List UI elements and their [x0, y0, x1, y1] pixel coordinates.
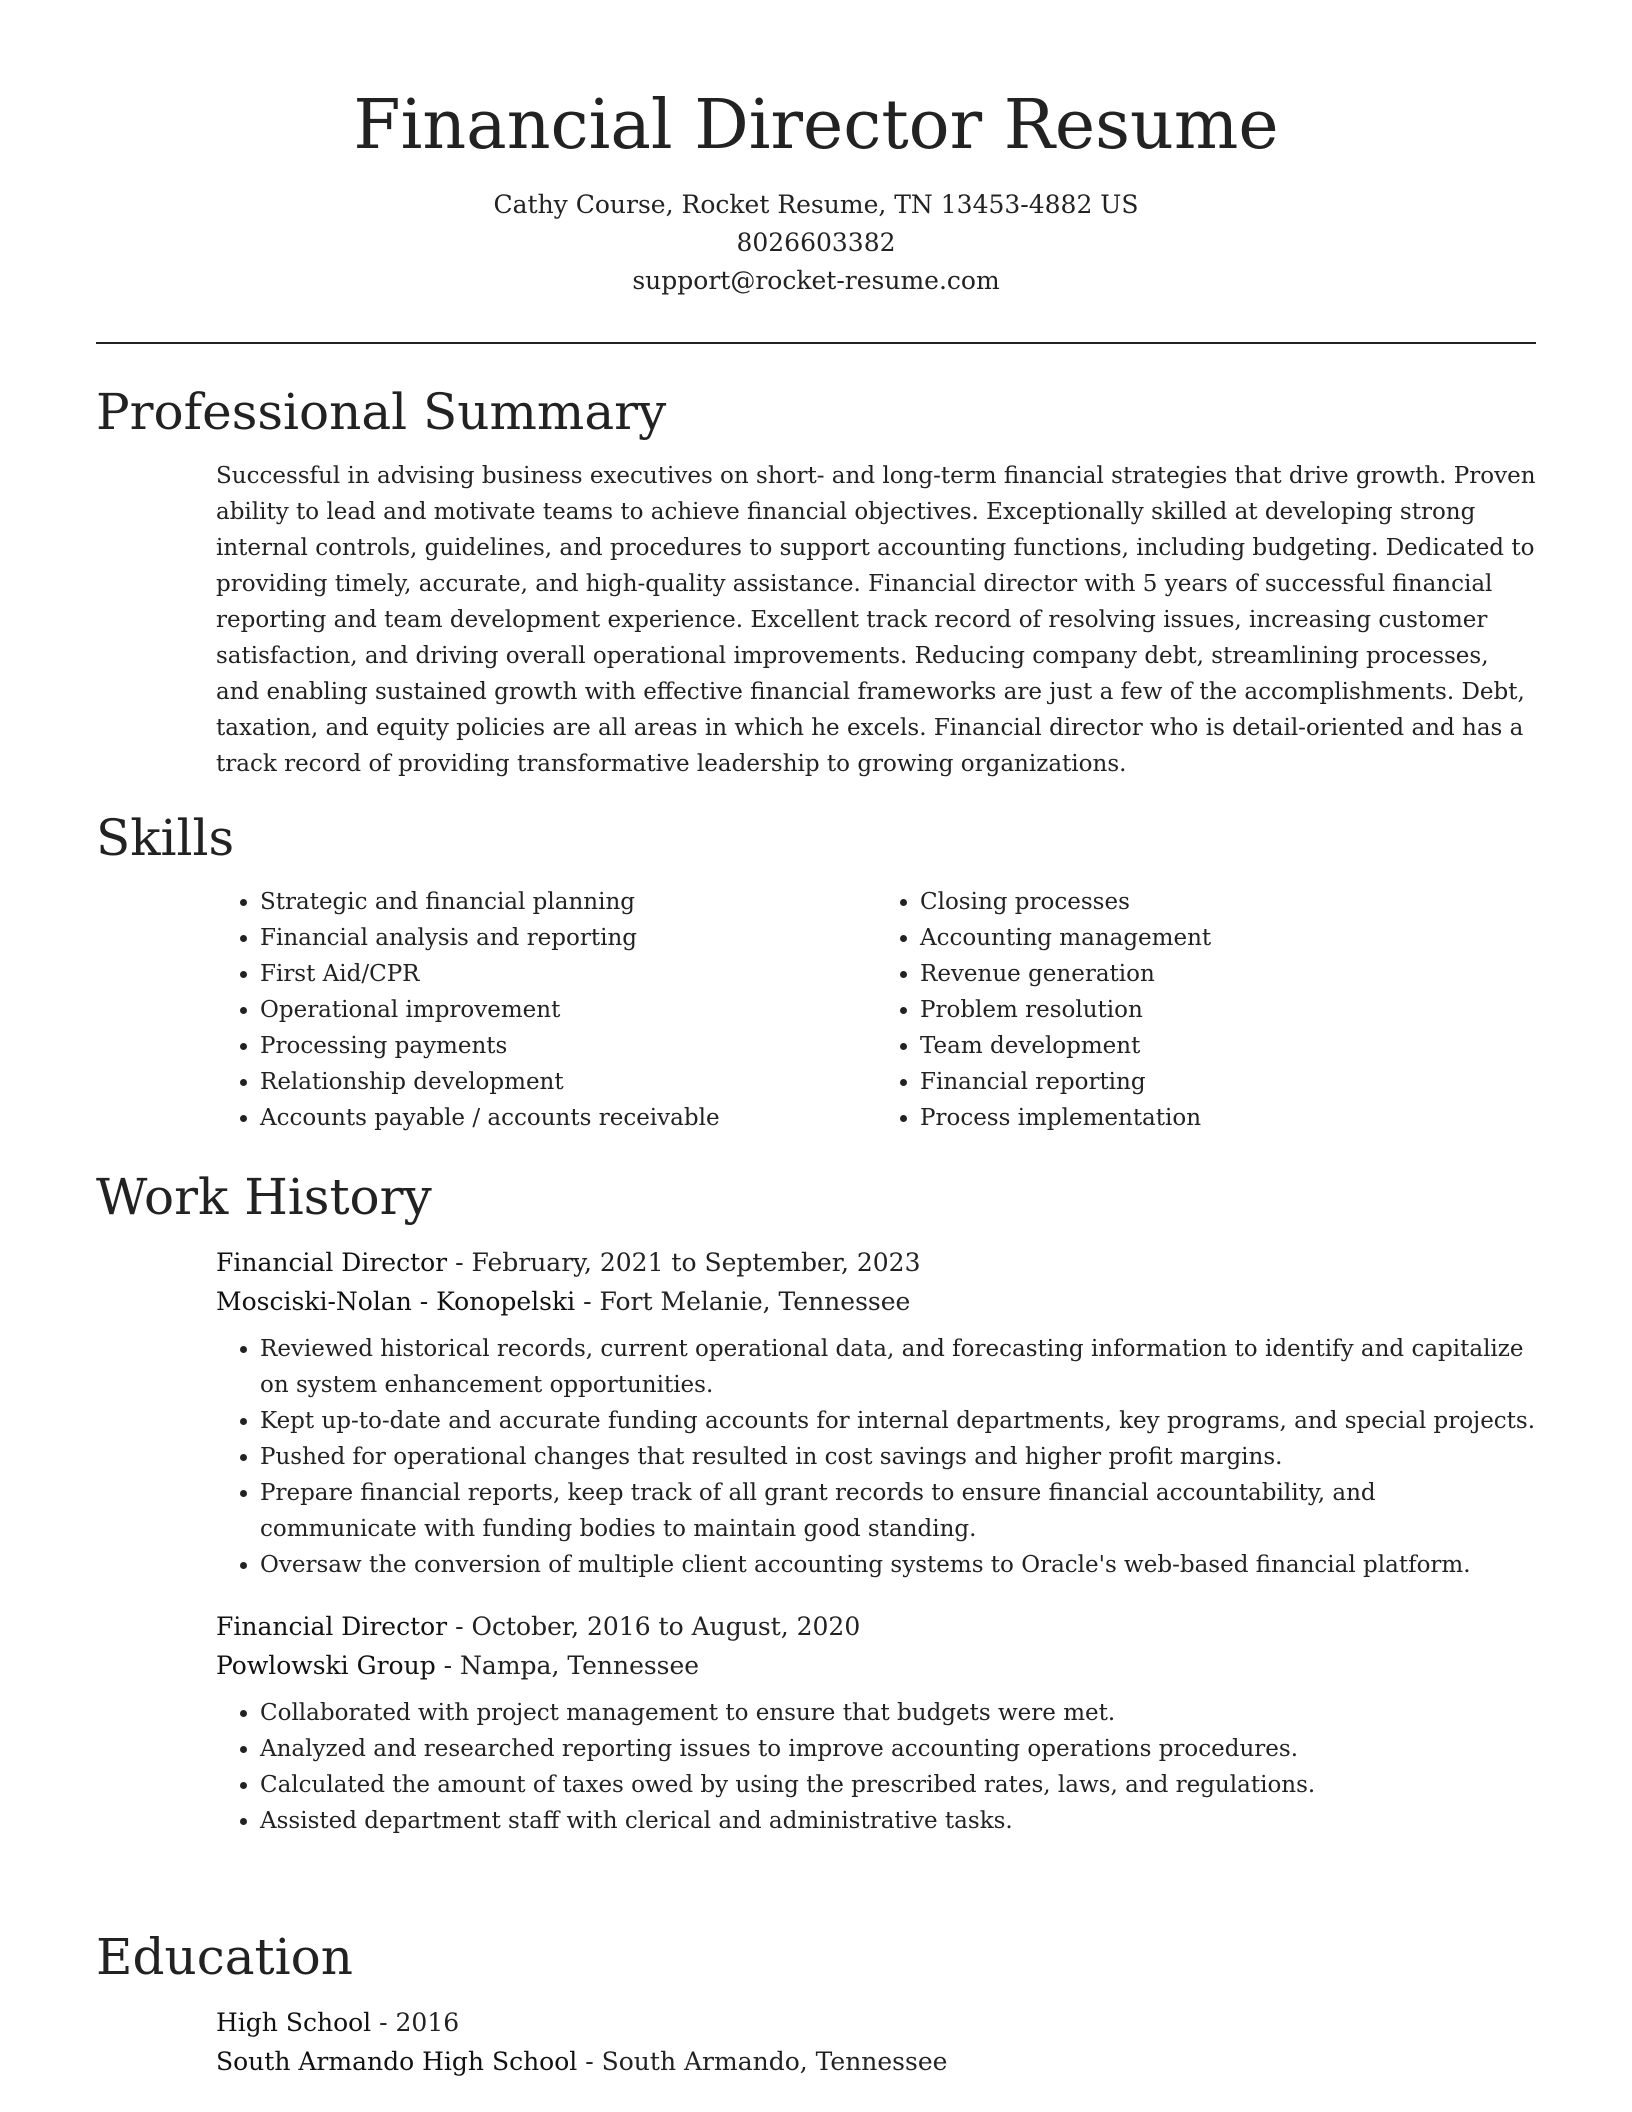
- list-item: • First Aid/CPR: [260, 956, 876, 992]
- contact-email: support@rocket-resume.com: [632, 266, 1000, 295]
- contact-address: Cathy Course, Rocket Resume, TN 13453-4882 US: [493, 190, 1139, 219]
- job-entry: [216, 1607, 1536, 1685]
- education-school: South Armando High School: [216, 2047, 578, 2076]
- list-item: • Problem resolution: [920, 992, 1536, 1028]
- job-title: Financial Director: [216, 1612, 448, 1641]
- list-item: • Prepare financial reports, keep track of all grant records to ensure financial accountability, and communicate with funding bodies to maintain good standing.: [260, 1475, 1536, 1547]
- contact-phone: 8026603382: [736, 228, 896, 257]
- list-item: • Oversaw the conversion of multiple client accounting systems to Oracle's web-based financial platform.: [260, 1547, 1536, 1583]
- education-heading: Education: [96, 1928, 353, 1986]
- summary-text: Successful in advising business executives on short- and long-term financial strategies that drive growth. Proven ability to lead and motivate teams to achieve financial objectives. Exceptionally skilled at developing strong internal controls, guidelines, and procedures to support accounting functions, including budgeting. Dedicated to providing timely, accurate, and high-quality assistance. Financial director with 5 years of successful financial reporting and team development experience. Excellent track record of resolving issues, increasing customer satisfaction, and driving overall operational improvements. Reducing company debt, streamlining processes, and enabling sustained growth with effective financial frameworks are just a few of the accomplishments. Debt, taxation, and equity policies are all areas in which he excels. Financial director who is detail-oriented and has a track record of providing transformative leadership to growing organizations.: [216, 463, 1536, 777]
- list-item: • Calculated the amount of taxes owed by using the prescribed rates, laws, and regulations.: [260, 1767, 1536, 1803]
- job-company-line: [216, 1646, 1536, 1685]
- page-title: Financial Director Resume: [353, 86, 1279, 165]
- job-dates: - February, 2021 to September, 2023: [447, 1248, 921, 1277]
- list-item: • Financial reporting: [920, 1064, 1536, 1100]
- list-item: • Relationship development: [260, 1064, 876, 1100]
- summary-section: [96, 380, 1536, 782]
- job-title-line: [216, 1607, 1536, 1646]
- job-dates: - October, 2016 to August, 2020: [447, 1612, 861, 1641]
- work-history-heading: Work History: [96, 1168, 432, 1226]
- list-item: • Process implementation: [920, 1100, 1536, 1136]
- list-item: • Analyzed and researched reporting issues to improve accounting operations procedures.: [260, 1731, 1536, 1767]
- list-item: • Team development: [920, 1028, 1536, 1064]
- job-bullets: [216, 1695, 1536, 1839]
- job-company: Powlowski Group: [216, 1651, 436, 1680]
- skills-heading: Skills: [96, 809, 235, 867]
- list-item: • Processing payments: [260, 1028, 876, 1064]
- education-section: [96, 1925, 1536, 2081]
- list-item: • Strategic and financial planning: [260, 884, 876, 920]
- skills-list-right: [876, 884, 1536, 1136]
- contact-block: [0, 186, 1632, 300]
- job-title-line: [216, 1243, 1536, 1282]
- education-location: - South Armando, Tennessee: [577, 2047, 948, 2076]
- list-item: • Pushed for operational changes that resulted in cost savings and higher profit margins.: [260, 1439, 1536, 1475]
- education-degree: High School: [216, 2008, 372, 2037]
- education-year: - 2016: [371, 2008, 460, 2037]
- education-school-line: [216, 2042, 1536, 2081]
- list-item: • Revenue generation: [920, 956, 1536, 992]
- list-item: • Accounts payable / accounts receivable: [260, 1100, 876, 1136]
- job-location: - Fort Melanie, Tennessee: [575, 1287, 911, 1316]
- summary-heading: Professional Summary: [96, 383, 667, 441]
- education-entry: [216, 2003, 1536, 2081]
- job-location: - Nampa, Tennessee: [435, 1651, 700, 1680]
- skills-section: [96, 806, 1536, 1136]
- work-history-section: [96, 1165, 1536, 1839]
- skills-list-left: [216, 884, 876, 1136]
- job-company: Mosciski-Nolan - Konopelski: [216, 1287, 576, 1316]
- job-bullets: [216, 1331, 1536, 1583]
- list-item: • Financial analysis and reporting: [260, 920, 876, 956]
- job-entry: [216, 1243, 1536, 1321]
- list-item: • Collaborated with project management to ensure that budgets were met.: [260, 1695, 1536, 1731]
- education-degree-line: [216, 2003, 1536, 2042]
- skills-grid: [216, 884, 1536, 1136]
- list-item: • Reviewed historical records, current operational data, and forecasting information to identify and capitalize on system enhancement opportunities.: [260, 1331, 1536, 1403]
- list-item: • Closing processes: [920, 884, 1536, 920]
- job-title: Financial Director: [216, 1248, 448, 1277]
- list-item: • Accounting management: [920, 920, 1536, 956]
- resume-header: [0, 0, 1632, 300]
- job-company-line: [216, 1282, 1536, 1321]
- list-item: • Kept up-to-date and accurate funding accounts for internal departments, key programs, and special projects.: [260, 1403, 1536, 1439]
- list-item: • Operational improvement: [260, 992, 876, 1028]
- header-divider: [96, 342, 1536, 344]
- list-item: • Assisted department staff with clerical and administrative tasks.: [260, 1803, 1536, 1839]
